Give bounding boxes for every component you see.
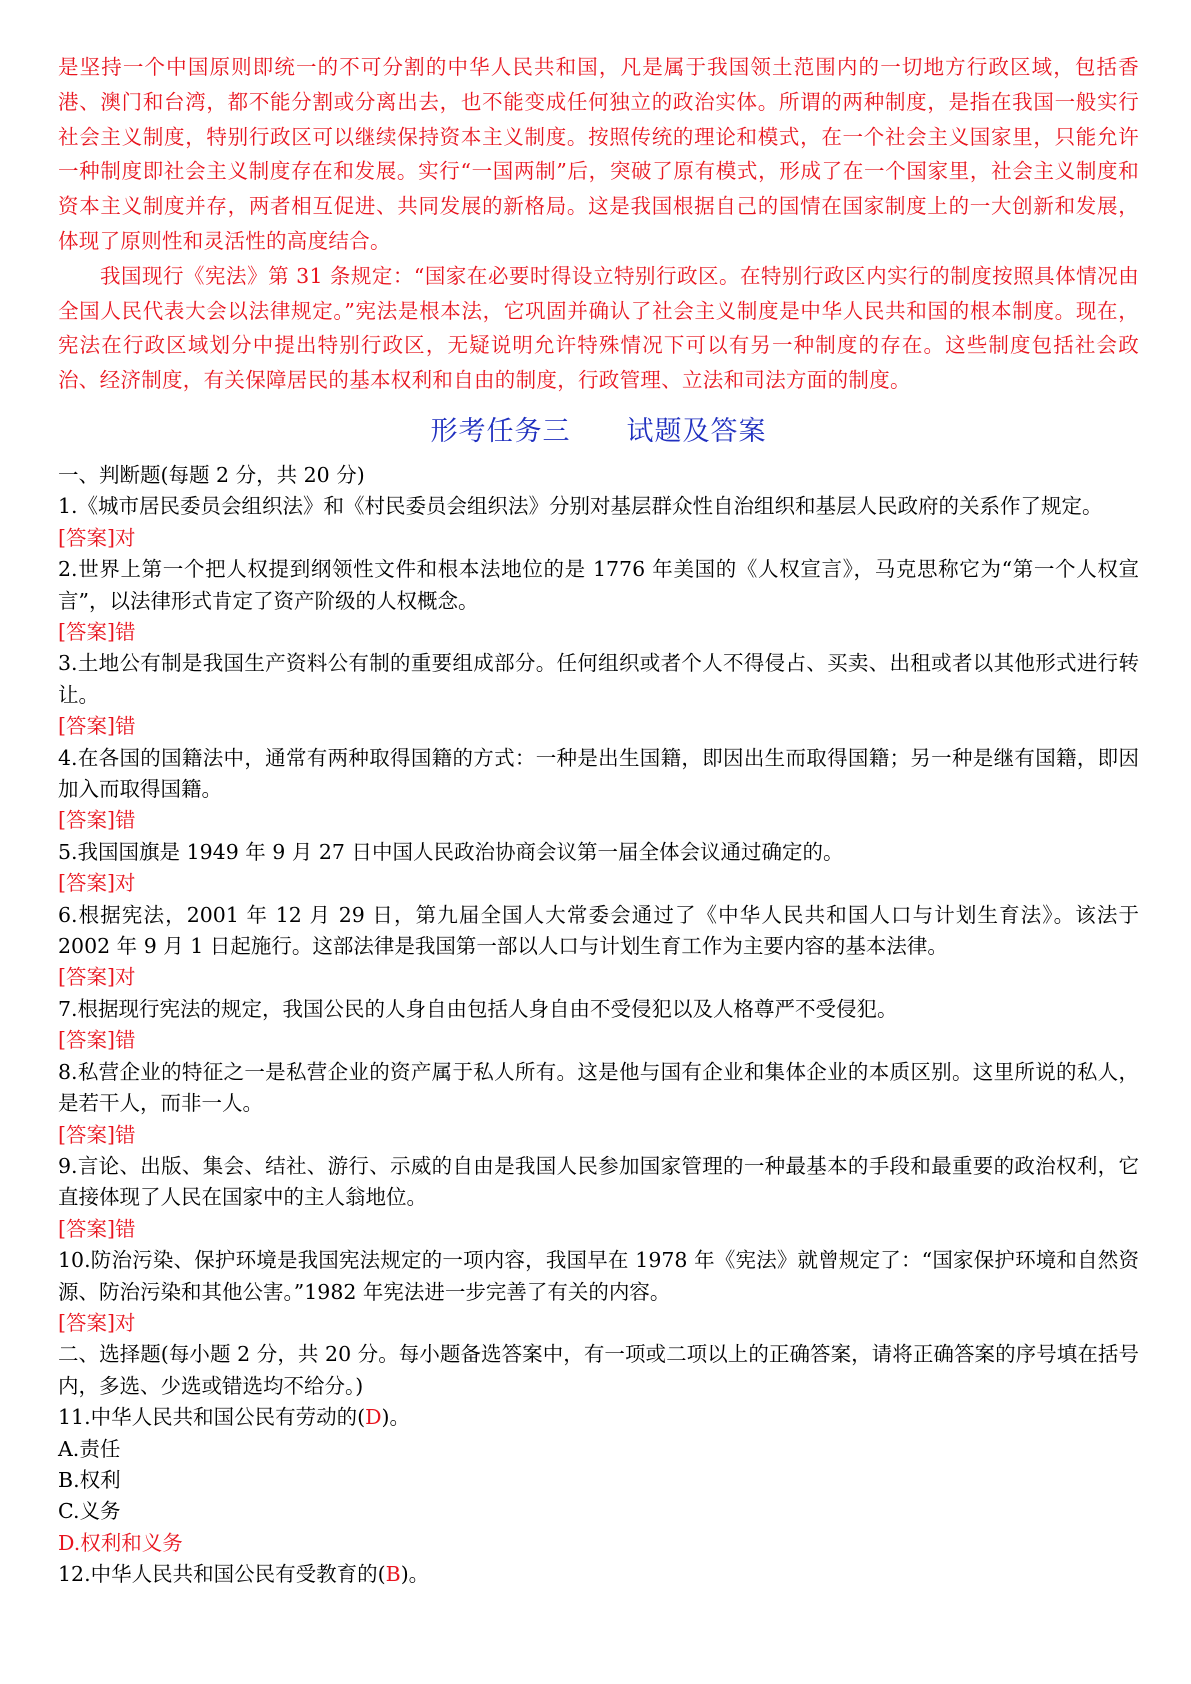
questions-body [58,460,1139,1591]
question-answer: [答案]错 [58,714,136,739]
q12-stem-after: )。 [400,1562,430,1587]
q11-stem-before: 11.中华人民共和国公民有劳动的( [58,1405,366,1430]
question-12-stem [58,1559,1139,1590]
section2-title: 二、选择题(每小题 2 分，共 20 分。每小题备选答案中，有一项或二项以上的正确答案，请将正确答案的序号填在括号内，多选、少选或错选均不给分。) [58,1342,1139,1398]
question-answer: [答案]对 [58,525,136,550]
question-text: 4.在各国的国籍法中，通常有两种取得国籍的方式：一种是出生国籍，即因出生而取得国籍；另一种是继有国籍，即因加入而取得国籍。 [58,745,1139,802]
question-text: 8.私营企业的特征之一是私营企业的资产属于私人所有。这是他与国有企业和集体企业的本质区别。这里所说的私人，是若干人，而非一人。 [58,1059,1139,1116]
q11-stem-after: )。 [381,1405,411,1430]
question-text: 3.土地公有制是我国生产资料公有制的重要组成部分。任何组织或者个人不得侵占、买卖、出租或者以其他形式进行转让。 [58,651,1139,707]
intro-section [58,50,1139,398]
question-text: 7.根据现行宪法的规定，我国公民的人身自由包括人身自由不受侵犯以及人格尊严不受侵犯。 [58,996,898,1021]
section1-title: 一、判断题(每题 2 分，共 20 分) [58,462,365,487]
q11-option-b: B.权利 [58,1467,121,1492]
question-answer: [答案]对 [58,1310,136,1335]
question-text: 1.《城市居民委员会组织法》和《村民委员会组织法》分别对基层群众性自治组织和基层人民政府的关系作了规定。 [58,494,1103,519]
question-text: 2.世界上第一个把人权提到纲领性文件和根本法地位的是 1776 年美国的《人权宣言》，马克思称它为“第一个人权宣言”，以法律形式肯定了资产阶级的人权概念。 [58,557,1139,613]
question-answer: [答案]对 [58,871,136,896]
q11-option-a: A.责任 [58,1436,121,1461]
q11-answer-letter: D [365,1405,382,1430]
question-11-stem [58,1402,1139,1433]
question-text: 6.根据宪法，2001 年 12 月 29 日，第九届全国人大常委会通过了《中华人民共和国人口与计划生育法》。该法于 2002 年 9 月 1 日起施行。这部法律是我国第一部以人口与计划生育工作为主要内容的基本法律。 [58,902,1139,959]
question-text: 10.防治污染、保护环境是我国宪法规定的一项内容，我国早在 1978 年《宪法》就曾规定了：“国家保护环境和自然资源、防治污染和其他公害。”1982 年宪法进一步完善了有关的内容。 [58,1248,1139,1304]
intro-paragraph-2: 我国现行《宪法》第 31 条规定：“国家在必要时得设立特别行政区。在特别行政区内实行的制度按照具体情况由全国人民代表大会以法律规定。”宪法是根本法，它巩固并确认了社会主义制度是中华人民共和国的根本制度。现在，宪法在行政区域划分中提出特别行政区，无疑说明允许特殊情况下可以有另一种制度的存在。这些制度包括社会政治、经济制度，有关保障居民的基本权利和自由的制度，行政管理、立法和司法方面的制度。 [58,263,1139,393]
question-answer: [答案]错 [58,1122,136,1147]
question-answer: [答案]错 [58,620,136,644]
heading-part-1: 形考任务三 [430,415,571,447]
question-text: 9.言论、出版、集会、结社、游行、示威的自由是我国人民参加国家管理的一种最基本的手段和最重要的政治权利，它直接体现了人民在国家中的主人翁地位。 [58,1153,1139,1210]
q12-stem-before: 12.中华人民共和国公民有受教育的( [58,1562,386,1587]
q11-option-d-correct: D.权利和义务 [58,1530,183,1555]
question-answer: [答案]错 [58,1028,136,1053]
question-answer: [答案]错 [58,808,136,833]
intro-paragraph-1: 是坚持一个中国原则即统一的不可分割的中华人民共和国，凡是属于我国领土范围内的一切地方行政区域，包括香港、澳门和台湾，都不能分割或分离出去，也不能变成任何独立的政治实体。所谓的两种制度，是指在我国一般实行社会主义制度，特别行政区可以继续保持资本主义制度。按照传统的理论和模式，在一个社会主义国家里，只能允许一种制度即社会主义制度存在和发展。实行“一国两制”后，突破了原有模式，形成了在一个国家里，社会主义制度和资本主义制度并存，两者相互促进、共同发展的新格局。这是我国根据自己的国情在国家制度上的一大创新和发展，体现了原则性和灵活性的高度结合。 [58,55,1139,253]
question-answer: [答案]错 [58,1216,136,1241]
q12-answer-letter: B [385,1562,401,1587]
section-heading [58,412,1139,452]
question-answer: [答案]对 [58,965,136,990]
q11-option-c: C.义务 [58,1499,121,1524]
question-text: 5.我国国旗是 1949 年 9 月 27 日中国人民政治协商会议第一届全体会议通过确定的。 [58,839,844,864]
heading-part-2: 试题及答案 [626,415,767,447]
